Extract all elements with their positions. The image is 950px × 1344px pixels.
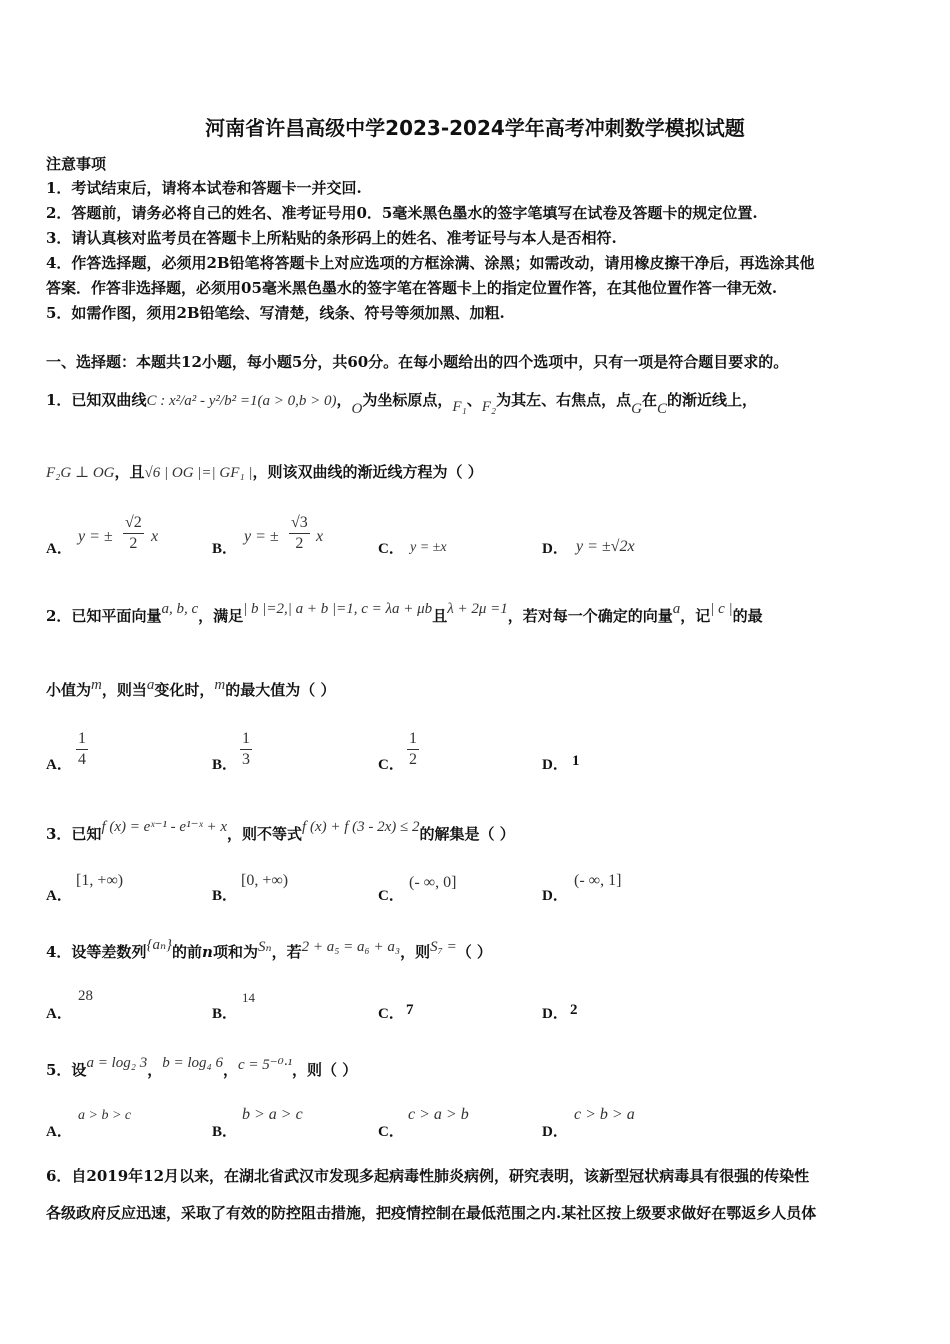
section-heading: 一、选择题：本题共12小题，每小题5分，共60分。在每小题给出的四个选项中，只有一项是符合题目要求的。 [46, 353, 789, 371]
option-label: D． [542, 541, 568, 557]
option-value: c > a > b [408, 1106, 469, 1123]
option-label: B． [212, 1124, 238, 1140]
option-value: (- ∞, 1] [574, 872, 622, 889]
option-label: C． [378, 541, 404, 557]
question-3: 3．已知f (x) = eˣ⁻¹ - e¹⁻ˣ + x，则不等式f (x) + f (3 - 2x) ≤ 2的解集是（ ） [46, 819, 515, 843]
option-value: c > b > a [574, 1106, 635, 1123]
option-fraction: $\frac{√2}{2}$ [125, 514, 142, 552]
question-6-cont: 各级政府反应迅速，采取了有效的防控阻击措施，把疫情控制在最低范围之内.某社区按上级要求做好在鄂返乡人员体 [46, 1204, 817, 1222]
option-label: A． [46, 1006, 72, 1022]
notice-heading: 注意事项 [46, 155, 107, 173]
option-fraction: $\frac{1}{4}$ [78, 730, 86, 768]
option-fraction: $\frac{√3}{2}$ [291, 514, 308, 552]
option-value: a > b > c [78, 1108, 132, 1123]
option-value: 28 [78, 988, 93, 1004]
option-label: A． [46, 888, 72, 904]
option-label: C． [378, 888, 404, 904]
option-value: x [316, 528, 324, 545]
page-title: 河南省许昌高级中学2023-2024学年高考冲刺数学模拟试题 [205, 116, 745, 140]
question-2-cont: 小值为m，则当a变化时，m的最大值为（ ） [46, 677, 336, 699]
option-value: x [151, 528, 159, 545]
option-label: B． [212, 1006, 238, 1022]
option-label: A． [46, 541, 72, 557]
option-label: D． [542, 888, 568, 904]
option-value: y = ±√2x [576, 538, 635, 555]
question-5: 5．设a = log₂ 3，b = log₄ 6，c = 5⁻⁰·¹，则（ ） [46, 1055, 358, 1079]
option-label: C． [378, 757, 404, 773]
option-value: 7 [406, 1002, 414, 1018]
option-label: C． [378, 1006, 404, 1022]
question-2: 2．已知平面向量a, b, c，满足| b |=2,| a + b |=1, c = λa + μb且λ + 2μ =1，若对每一个确定的向量a，记| c |的最 [46, 601, 763, 625]
notice-item: 3．请认真核对监考员在答题卡上所粘贴的条形码上的姓名、准考证号与本人是否相符. [46, 229, 617, 247]
option-label: D． [542, 1006, 568, 1022]
notice-item: 答案．作答非选择题，必须用05毫米黑色墨水的签字笔在答题卡上的指定位置作答，在其他位置作答一律无效. [46, 279, 778, 297]
option-label: A． [46, 1124, 72, 1140]
option-label: B． [212, 541, 238, 557]
option-label: B． [212, 888, 238, 904]
option-value: y = ± [244, 528, 279, 545]
option-value: 1 [572, 753, 580, 769]
option-value: b > a > c [242, 1106, 303, 1123]
question-4: 4．设等差数列{aₙ}的前n项和为Sₙ，若2 + a₅ = a₆ + a₃，则S₇ =（ ） [46, 937, 492, 961]
option-fraction: $\frac{1}{2}$ [409, 730, 417, 768]
option-label: D． [542, 1124, 568, 1140]
option-value: [1, +∞) [76, 872, 124, 889]
option-value: 2 [570, 1002, 578, 1018]
notice-item: 1．考试结束后，请将本试卷和答题卡一并交回. [46, 179, 362, 197]
option-label: C． [378, 1124, 404, 1140]
option-value: 14 [242, 990, 255, 1005]
option-value: y = ± [78, 528, 113, 545]
option-label: D． [542, 757, 568, 773]
option-value: (- ∞, 0] [409, 874, 457, 891]
question-1-cont: F₂G ⊥ OG，且√6 | OG |=| GF₁ |，则该双曲线的渐近线方程为（ ） [46, 463, 483, 481]
option-label: B． [212, 757, 238, 773]
option-value: [0, +∞) [241, 872, 289, 889]
option-label: A． [46, 757, 72, 773]
question-1: 1．已知双曲线C : x²/a² - y²/b² =1(a > 0,b > 0)，O为坐标原点，F₁、F₂为其左、右焦点，点G在C的渐近线上， [46, 391, 758, 417]
option-fraction: $\frac{1}{3}$ [242, 730, 250, 768]
notice-item: 5．如需作图，须用2B铅笔绘、写清楚，线条、符号等须加黑、加粗. [46, 304, 505, 322]
notice-item: 2．答题前，请务必将自己的姓名、准考证号用0．5毫米黑色墨水的签字笔填写在试卷及答题卡的规定位置. [46, 204, 758, 222]
hyperbola-equation: C : x²/a² - y²/b² =1(a > 0,b > 0) [146, 393, 337, 409]
question-6: 6．自2019年12月以来，在湖北省武汉市发现多起病毒性肺炎病例，研究表明，该新型冠状病毒具有很强的传染性 [46, 1167, 810, 1185]
option-value: y = ±x [410, 540, 447, 555]
notice-item: 4．作答选择题，必须用2B铅笔将答题卡上对应选项的方框涂满、涂黑；如需改动，请用橡皮擦干净后，再选涂其他 [46, 254, 815, 272]
